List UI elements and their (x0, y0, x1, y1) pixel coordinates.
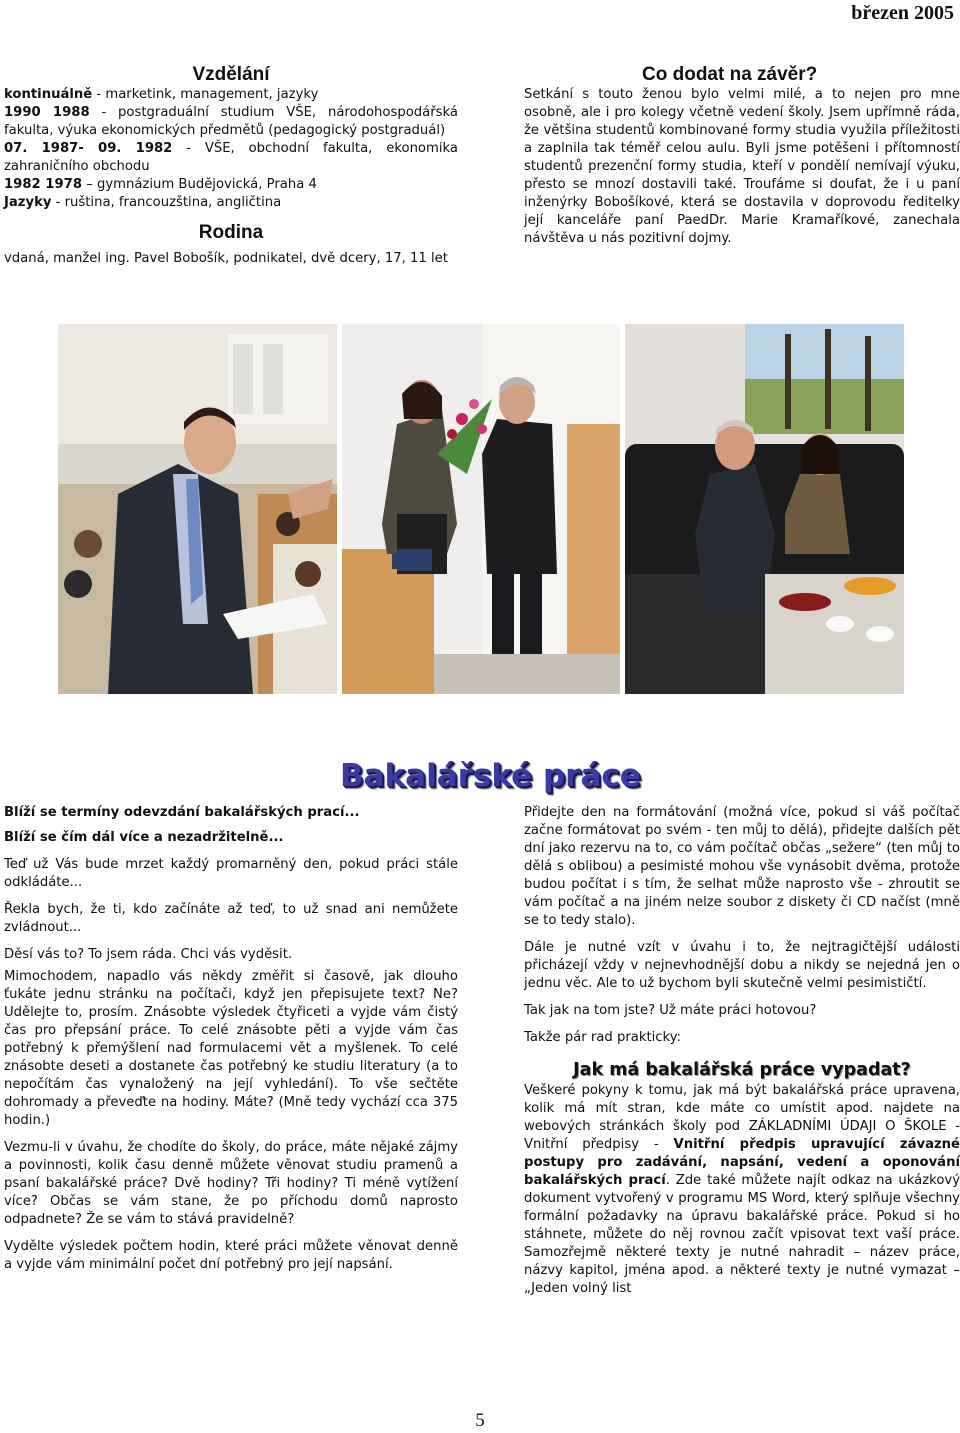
photo-lecture-speaker (58, 324, 337, 694)
education-line: kontinuálně - marketink, management, jazyky (4, 87, 319, 102)
paragraph: Děsí vás to? To jsem ráda. Chci vás vyděsit. (4, 947, 293, 962)
paragraph: Dále je nutné vzít v úvahu i to, že nejtragičtější události přicházejí vždy v nejnevhodnější dobu a nikdy se nejedná jen o jednu věc. Ale to už bychom byli skutečně velmi pesimističtí. (524, 940, 960, 991)
photo-flower-presentation (342, 324, 620, 694)
paragraph: Přidejte den na formátování (možná více, pokud si váš počítač začne formátovat po svém - ten můj to dělá), přidejte dalších pět dní jako rezervu na to, co vám počítač občas „sežere“ (ten můj to dělá s oblibou) a pesimisté mohou vše vynásobit dvěma, protože budou počítat i s tím, že selhat může naprosto vše - zhroutit se vám počítač a na jiném nelze soubor z diskety či CD načíst (mně se to tedy stalo). (524, 805, 960, 928)
lead-line: Blíží se termíny odevzdání bakalářských prací... (4, 805, 360, 820)
paragraph: Vezmu-li v úvahu, že chodíte do školy, do práce, máte nějaké zájmy a povinnosti, kolik času denně můžete věnovat studiu pramenů a psaní bakalářské práce? Dvě hodiny? Tři hodiny? Ti méně vytížení více? Občas se vám stane, že po příchodu domů naprosto odpadnete? Že se vám to stává pravidelně? (4, 1140, 458, 1227)
paragraph: Vydělte výsledek počtem hodin, které práci můžete věnovat denně a vyjde vám minimální počet dní potřebný pro její napsání. (4, 1239, 458, 1272)
subheading: Jak má bakalářská práce vypadat? (573, 1060, 911, 1080)
paragraph: Veškeré pokyny k tomu, jak má být bakalářská práce upravena, kolik má mít stran, kde máte co umístit apod. najdete na webových stránkách školy pod ZÁKLADNÍMI ÚDAJI O ŠKOLE - Vnitřní předpisy - Vnitřní předpis upravující závazné postupy pro zadávání, napsání, vedení a oponování bakalářských prací. Zde také můžete najít odkaz na ukázkový dokument vytvořený v programu MS Word, který splňuje všechny formální požadavky na úpravu bakalářské práce. Pokud si ho stáhnete, můžete do něj rovnou začít vpisovat text vaší práce. Samozřejmě některé texty je nutné nahradit – název práce, názvy kapitol, jména apod. a některé texty je nutné vymazat – „Jeden volný list (524, 1083, 960, 1296)
education-line: Jazyky - ruština, francouzština, angličtina (4, 195, 282, 210)
photo-sofa-guests (625, 324, 904, 694)
education-heading: Vzdělání (192, 64, 270, 85)
thesis-left-column (4, 804, 458, 1274)
education-line: 07. 1987- 09. 1982 - VŠE, obchodní fakulta, ekonomika zahraničního obchodu (4, 141, 458, 174)
lead-line: Blíží se čím dál více a nezadržitelně... (4, 830, 284, 845)
family-text: vdaná, manžel ing. Pavel Bobošík, podnikatel, dvě dcery, 17, 11 let (4, 251, 448, 266)
paragraph: Mimochodem, napadlo vás někdy změřit si časově, jak dlouho ťukáte jednu stránku na počítači, když jen přepisujete text? Ne? Udělejte to, prosím. Znásobte výsledek čtyřiceti a vyjde vám čistý čas pro přepsání práce. To celé znásobte pěti a vyjde vám čas potřebný k přemýšlení nad formulacemi vět a myšlenek. To celé znásobte deseti a dostanete čas potřebný ke studiu literatury (a to nepočítám čas vynaložený na její vyhledání). To vše sečtěte dohromady a převeďte na hodiny. Máte? (Mně tedy vychází cca 375 hodin.) (4, 969, 458, 1128)
paragraph: Teď už Vás bude mrzet každý promarněný den, pokud práci stále odkládáte... (4, 857, 458, 890)
issue-date: březen 2005 (851, 2, 954, 24)
education-line: 1982 1978 – gymnázium Budějovická, Praha 4 (4, 177, 317, 192)
paragraph: Řekla bych, že ti, kdo začínáte až teď, to už snad ani nemůžete zvládnout... (4, 902, 458, 935)
education-line: 1990 1988 - postgraduální studium VŠE, národohospodářská fakulta, výuka ekonomických předmětů (pedagogický postgraduál) (4, 105, 459, 138)
family-heading: Rodina (198, 222, 264, 243)
paragraph: Tak jak na tom jste? Už máte práci hotovou? (524, 1003, 817, 1018)
paragraph: Takže pár rad prakticky: (524, 1030, 681, 1045)
page-number: 5 (475, 1410, 485, 1431)
conclusion-text: Setkání s touto ženou bylo velmi milé, a to nejen pro mne osobně, ale i pro kolegy včetně vedení školy. Jsem upřímně ráda, že většina studentů kombinované formy studia využila příležitosti a zaplnila tak téměř celou aulu. Byli jsme potěšeni i přítomností studentů prezenční formy studia, kteří v pondělí nemívají výuku, přesto se mnozí dostavili také. Troufáme si doufat, že i u paní inženýrky Bobošíkové, která se dostavila v doprovodu ředitelky její kanceláře paní PaedDr. Marie Kramaříkové, zanechala návštěva u nás pozitivní dojmy. (524, 87, 960, 246)
education-section (4, 64, 458, 268)
section-title: Bakalářské práce (340, 758, 641, 794)
conclusion-heading: Co dodat na závěr? (642, 64, 818, 85)
conclusion-section (524, 64, 960, 248)
thesis-right-column (524, 804, 960, 1298)
